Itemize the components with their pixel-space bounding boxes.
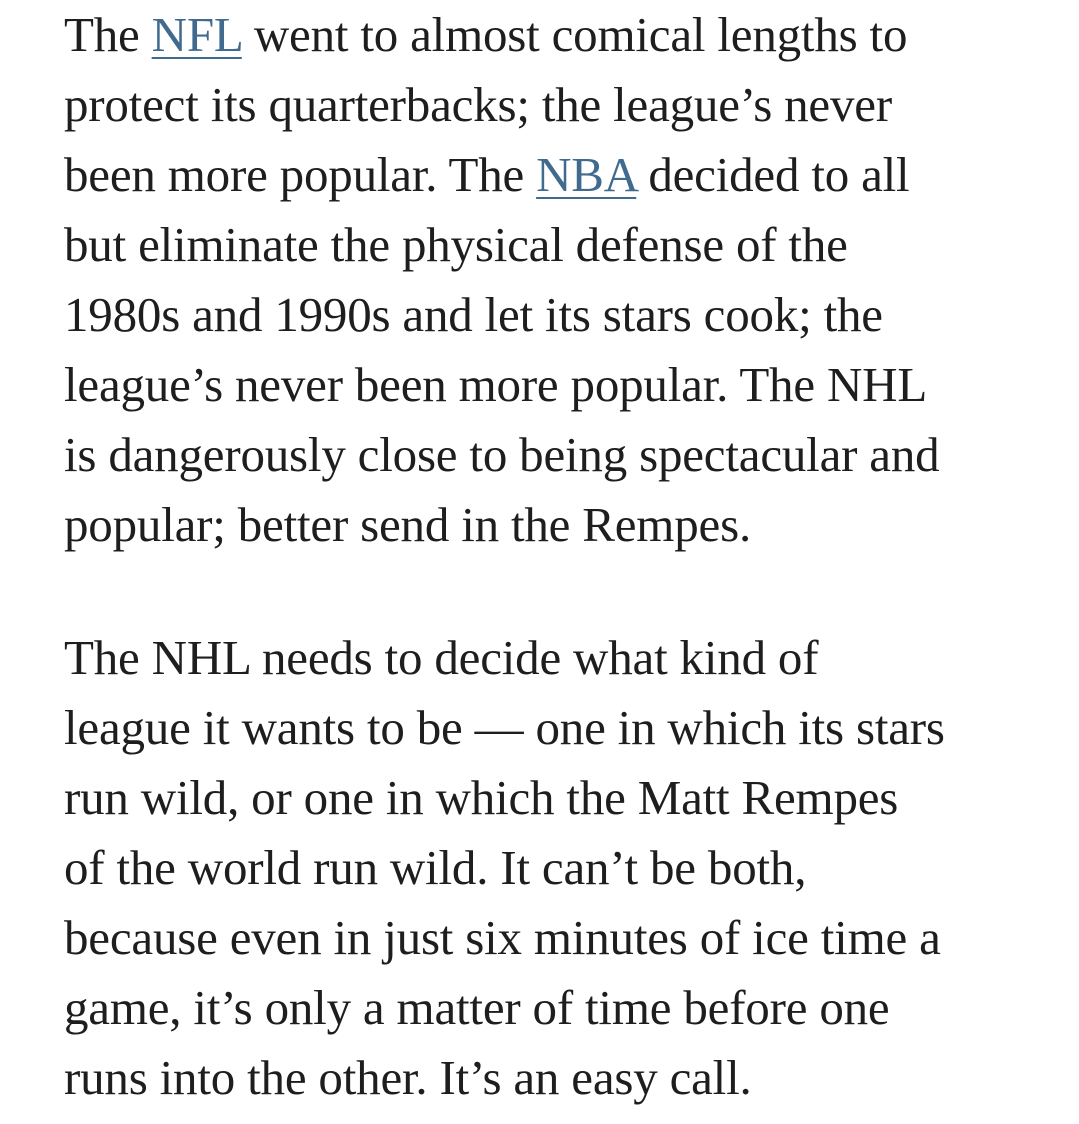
paragraph-line: protect its quarterbacks; the league’s never — [64, 77, 892, 132]
paragraph-2 — [64, 623, 1064, 1113]
paragraph-line — [64, 0, 1064, 70]
paragraph-line: but eliminate the physical defense of the — [64, 217, 848, 272]
article-body — [64, 0, 1064, 1113]
nfl-link[interactable]: NFL — [151, 7, 242, 62]
nba-link[interactable]: NBA — [536, 147, 637, 202]
text-segment: went to almost comical lengths to — [241, 7, 908, 62]
paragraph-line: The NHL needs to decide what kind of — [64, 630, 819, 685]
paragraph-line: because even in just six minutes of ice time a — [64, 910, 941, 965]
text-segment: decided to all — [636, 147, 910, 202]
paragraph-line: league’s never been more popular. The NHL — [64, 357, 928, 412]
paragraph-line: game, it’s only a matter of time before one — [64, 980, 890, 1035]
paragraph-line: is dangerously close to being spectacular and — [64, 427, 940, 482]
paragraph-line: popular; better send in the Rempes. — [64, 497, 751, 552]
text-segment: The — [64, 7, 152, 62]
paragraph-line: 1980s and 1990s and let its stars cook; the — [64, 287, 883, 342]
paragraph-1 — [64, 0, 1064, 560]
paragraph-line: run wild, or one in which the Matt Rempes — [64, 770, 899, 825]
paragraph-line: league it wants to be — one in which its stars — [64, 700, 945, 755]
paragraph-line: runs into the other. It’s an easy call. — [64, 1050, 752, 1105]
paragraph-line — [64, 140, 1064, 210]
text-segment: been more popular. The — [64, 147, 537, 202]
paragraph-line: of the world run wild. It can’t be both, — [64, 840, 807, 895]
